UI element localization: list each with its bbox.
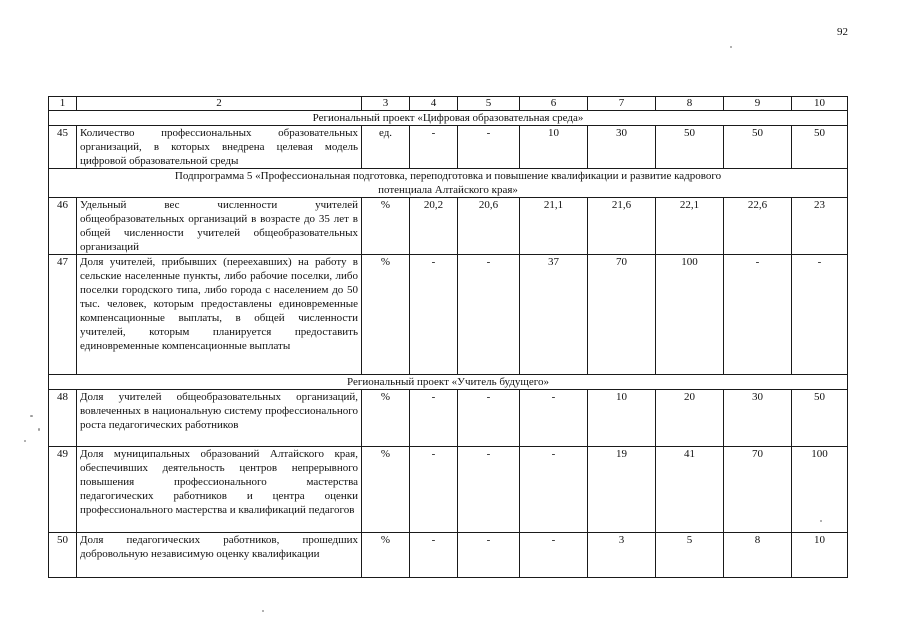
unit-cell: % [362,255,410,375]
row-number: 50 [49,533,77,578]
column-number: 3 [362,97,410,111]
indicator-name: Количество профессиональных образовательных организаций, в которых внедрена целевая модель цифровой образовательной среды [77,126,362,169]
value-cell: 50 [792,126,848,169]
value-cell: 19 [588,447,656,533]
section-header-row [49,169,848,198]
value-cell: 22,6 [724,198,792,255]
column-number: 9 [724,97,792,111]
value-cell: - [458,390,520,447]
scan-speck [24,440,26,442]
value-cell: - [724,255,792,375]
unit-cell: % [362,390,410,447]
page-number: 92 [837,26,848,38]
value-cell: 50 [656,126,724,169]
value-cell: - [458,126,520,169]
value-cell: 8 [724,533,792,578]
value-cell: - [410,390,458,447]
value-cell: - [520,447,588,533]
value-cell: 41 [656,447,724,533]
table-row [49,198,848,255]
row-number: 48 [49,390,77,447]
column-number: 8 [656,97,724,111]
value-cell: - [410,533,458,578]
row-number: 49 [49,447,77,533]
row-number: 46 [49,198,77,255]
value-cell: 10 [792,533,848,578]
indicator-name: Доля учителей, прибывших (переехавших) на работу в сельские населенные пункты, либо рабочие поселки, либо поселки городского типа, либо города с населением до 50 тыс. человек, которым предоставлены единовременные компенсационные выплаты, в общей численности учителей, которым планируется предоставить единовременные компенсационные выплаты [77,255,362,375]
section-title: Подпрограмма 5 «Профессиональная подготовка, переподготовка и повышение квалификации и развитие кадрового потенциала Алтайского края» [49,169,848,198]
value-cell: 30 [724,390,792,447]
indicator-name: Удельный вес численности учителей общеобразовательных организаций в возрасте до 35 лет в общей численности учителей общеобразовательных организаций [77,198,362,255]
value-cell: 22,1 [656,198,724,255]
section-header-row [49,111,848,126]
column-number: 1 [49,97,77,111]
value-cell: - [458,447,520,533]
value-cell: - [458,533,520,578]
table-row [49,533,848,578]
row-number: 45 [49,126,77,169]
value-cell: 5 [656,533,724,578]
indicator-name: Доля учителей общеобразовательных организаций, вовлеченных в национальную систему профессионального роста педагогических работников [77,390,362,447]
table-row [49,390,848,447]
scan-speck [30,415,33,417]
section-title: Региональный проект «Учитель будущего» [49,375,848,390]
value-cell: - [520,533,588,578]
unit-cell: % [362,198,410,255]
column-number: 7 [588,97,656,111]
table-row [49,126,848,169]
column-number: 5 [458,97,520,111]
indicators-table [48,96,848,578]
scan-speck [262,610,264,612]
table-row [49,447,848,533]
value-cell: 10 [588,390,656,447]
value-cell: 37 [520,255,588,375]
unit-cell: ед. [362,126,410,169]
section-title: Региональный проект «Цифровая образовательная среда» [49,111,848,126]
value-cell: 50 [724,126,792,169]
value-cell: 20 [656,390,724,447]
value-cell: - [792,255,848,375]
column-number: 2 [77,97,362,111]
value-cell: 21,1 [520,198,588,255]
column-number: 4 [410,97,458,111]
unit-cell: % [362,533,410,578]
scan-speck [38,428,40,431]
table-row [49,255,848,375]
column-number: 10 [792,97,848,111]
value-cell: - [458,255,520,375]
value-cell: - [410,447,458,533]
indicator-name: Доля педагогических работников, прошедших добровольную независимую оценку квалификации [77,533,362,578]
value-cell: 20,2 [410,198,458,255]
value-cell: 3 [588,533,656,578]
scan-speck [730,46,732,48]
value-cell: 30 [588,126,656,169]
value-cell: 100 [656,255,724,375]
value-cell: 70 [724,447,792,533]
unit-cell: % [362,447,410,533]
indicator-name: Доля муниципальных образований Алтайского края, обеспечивших деятельность центров непрерывного повышения профессионального мастерства педагогических работников и центра оценки профессионального мастерства и квалификаций педагогов [77,447,362,533]
value-cell: 23 [792,198,848,255]
value-cell: 10 [520,126,588,169]
value-cell: 100 [792,447,848,533]
column-number: 6 [520,97,588,111]
value-cell: - [520,390,588,447]
section-header-row [49,375,848,390]
value-cell: 50 [792,390,848,447]
row-number: 47 [49,255,77,375]
column-numbers-row [49,97,848,111]
value-cell: 21,6 [588,198,656,255]
value-cell: - [410,126,458,169]
value-cell: - [410,255,458,375]
scan-speck [820,520,822,522]
value-cell: 70 [588,255,656,375]
value-cell: 20,6 [458,198,520,255]
